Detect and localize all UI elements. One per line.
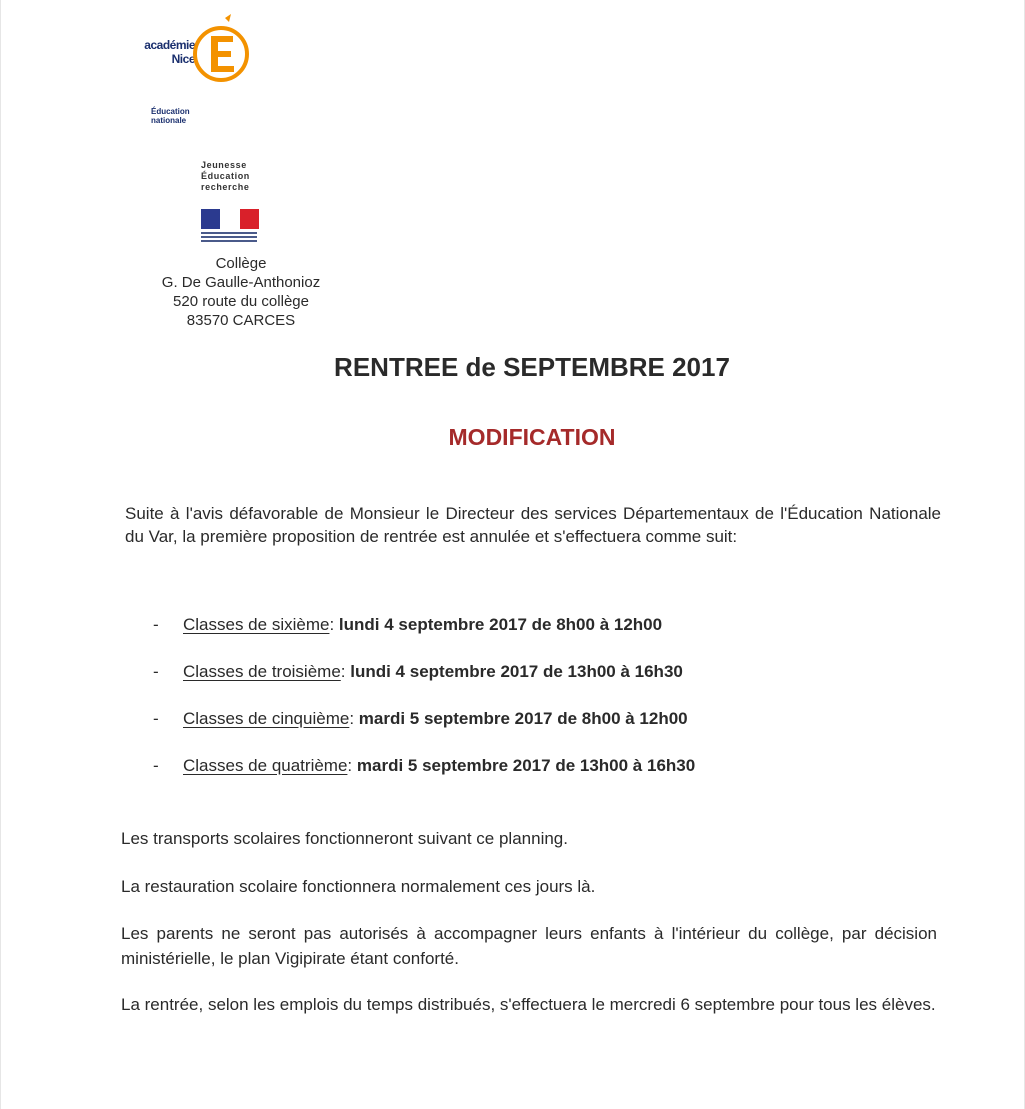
schedule-classes: Classes de quatrième — [183, 756, 348, 775]
schedule-separator: : — [349, 709, 355, 728]
schedule-item — [153, 661, 913, 708]
address-line1: Collège — [215, 255, 267, 272]
schedule-time: mardi 5 septembre 2017 de 13h00 à 16h30 — [352, 756, 696, 775]
schedule-classes: Classes de troisième — [183, 662, 341, 681]
schedule-item — [153, 708, 913, 755]
e-logo-icon — [189, 14, 259, 84]
bullet: - — [153, 709, 159, 728]
school-address — [121, 254, 361, 330]
address-line3: 520 route du collège — [173, 293, 309, 310]
schedule-separator: : — [347, 756, 353, 775]
schedule-list — [153, 614, 913, 802]
academie-name — [137, 38, 195, 66]
restauration-paragraph: La restauration scolaire fonctionnera normalement ces jours là. — [121, 877, 596, 896]
document-title: RENTREE de SEPTEMBRE 2017 — [334, 352, 730, 382]
intro-paragraph: Suite à l'avis défavorable de Monsieur le Directeur des services Départementaux de l'Éducation Nationale du Var, la première proposition de rentrée est annulée et s'effectuera comme suit: — [125, 504, 941, 546]
academie-name-line1: académie — [144, 38, 195, 52]
schedule-time: lundi 4 septembre 2017 de 13h00 à 16h30 — [345, 662, 683, 681]
bullet: - — [153, 615, 159, 634]
french-flag-icon — [201, 209, 259, 229]
ministry-line1: Jeunesse — [201, 160, 247, 170]
transport-paragraph: Les transports scolaires fonctionneront suivant ce planning. — [121, 829, 568, 848]
marianne-logo — [201, 209, 259, 245]
education-nationale-label — [151, 107, 190, 125]
rentree-paragraph: La rentrée, selon les emplois du temps distribués, s'effectuera le mercredi 6 septembre pour tous les élèves. — [121, 995, 936, 1014]
parents-paragraph: Les parents ne seront pas autorisés à accompagner leurs enfants à l'intérieur du collège, par décision ministérielle, le plan Vigipirate étant conforté. — [121, 924, 937, 968]
marianne-motto-lines — [201, 232, 259, 242]
schedule-separator: : — [340, 662, 346, 681]
schedule-item — [153, 755, 913, 802]
schedule-classes: Classes de sixième — [183, 615, 330, 634]
schedule-time: lundi 4 septembre 2017 de 8h00 à 12h00 — [334, 615, 663, 634]
bullet: - — [153, 662, 159, 681]
schedule-time: mardi 5 septembre 2017 de 8h00 à 12h00 — [354, 709, 688, 728]
ministry-label — [201, 160, 250, 193]
academie-name-line2: Nice — [171, 52, 195, 66]
bullet: - — [153, 756, 159, 775]
schedule-separator: : — [329, 615, 335, 634]
education-line1: Éducation — [151, 107, 190, 116]
schedule-classes: Classes de cinquième — [183, 709, 350, 728]
ministry-line3: recherche — [201, 182, 250, 192]
document-subtitle: MODIFICATION — [448, 424, 616, 450]
schedule-item — [153, 614, 913, 661]
address-line2: G. De Gaulle-Anthonioz — [161, 274, 321, 291]
address-line4: 83570 CARCES — [186, 312, 296, 329]
education-line2: nationale — [151, 116, 187, 125]
academie-nice-logo — [131, 14, 266, 84]
ministry-line2: Éducation — [201, 171, 250, 181]
